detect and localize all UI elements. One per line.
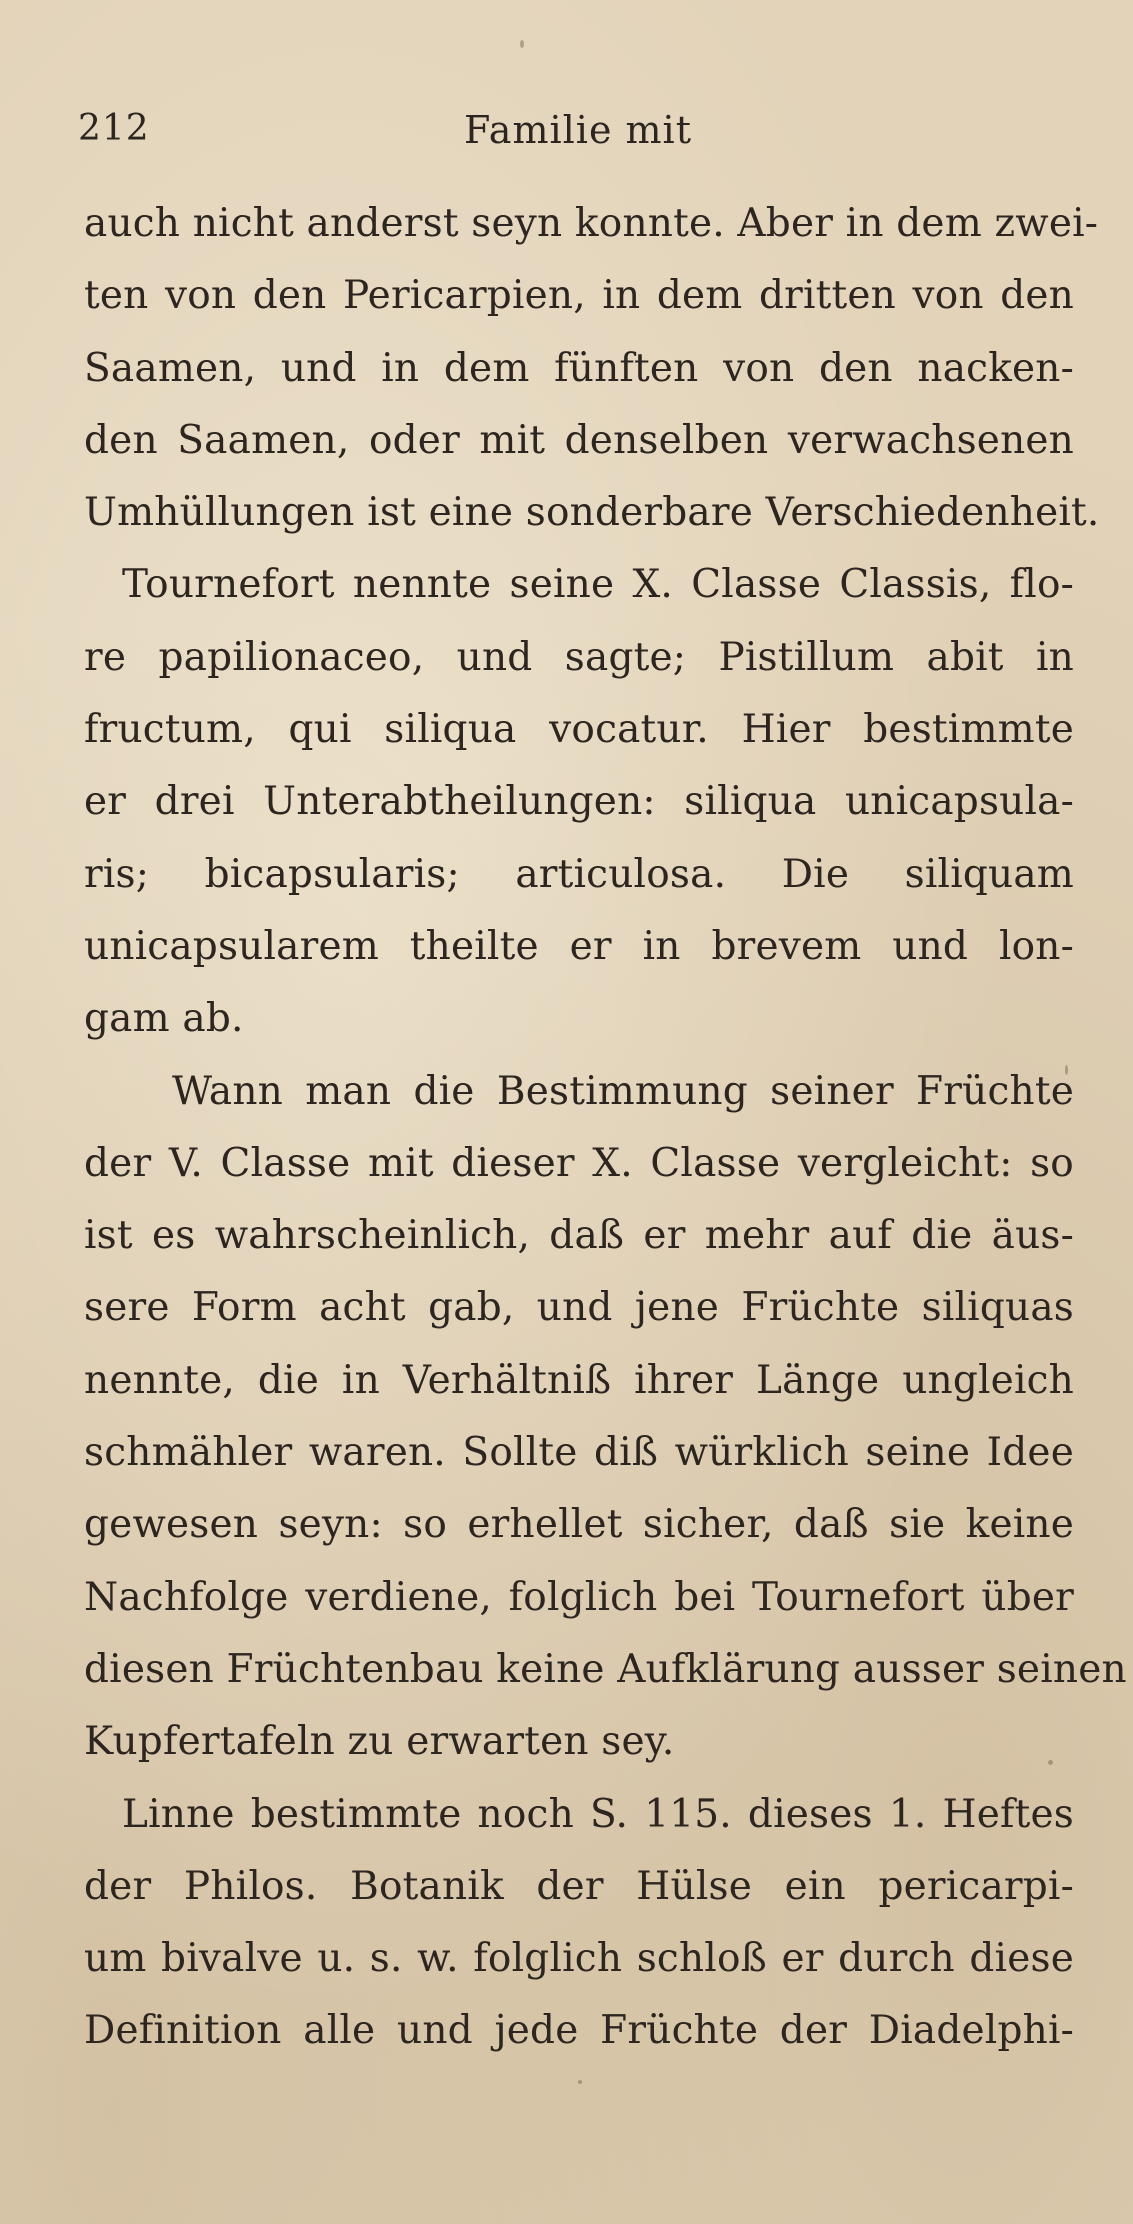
text-line: ris; bicapsularis; articulosa. Die siliquam [84,851,1074,897]
paper-speck [520,40,524,48]
text-line: schmähler waren. Sollte diß würklich seine Idee [84,1430,1074,1476]
text-line: Tournefort nennte seine X. Classe Classis, flo- [122,562,1074,608]
text-line: sere Form acht gab, und jene Früchte siliquas [84,1285,1074,1331]
text-line: der Philos. Botanik der Hülse ein pericarpi- [84,1863,1074,1909]
text-line: Nachfolge verdiene, folglich bei Tournefort über [84,1574,1074,1620]
page-header [78,108,1058,158]
text-line: ist es wahrscheinlich, daß er mehr auf die äus- [84,1213,1074,1259]
text-line: gewesen seyn: so erhellet sicher, daß sie keine [84,1502,1074,1548]
text-line: Linne bestimmte noch S. 115. dieses 1. Heftes [122,1791,1074,1837]
text-line: auch nicht anderst seyn konnte. Aber in dem zwei- [84,201,1099,246]
page-number: 212 [78,108,150,149]
text-line: gam ab. [84,996,244,1042]
text-line: Kupfertafeln zu erwarten sey. [84,1719,675,1765]
text-line: ten von den Pericarpien, in dem dritten von den [84,273,1074,319]
text-line: Umhüllungen ist eine sonderbare Verschiedenheit. [84,490,1100,536]
text-line: der V. Classe mit dieser X. Classe vergleicht: so [84,1140,1074,1186]
text-line: nennte, die in Verhältniß ihrer Länge ungleich [84,1357,1074,1403]
text-line: diesen Früchtenbau keine Aufklärung ausser seinen [84,1646,1127,1692]
text-line: re papilionaceo, und sagte; Pistillum abit in [84,634,1074,680]
paper-speck [1065,1065,1068,1075]
text-line: um bivalve u. s. w. folglich schloß er durch diese [84,1936,1074,1982]
text-line: Wann man die Bestimmung seiner Früchte [172,1068,1074,1114]
text-line: fructum, qui siliqua vocatur. Hier bestimmte [84,707,1074,753]
text-line: Saamen, und in dem fünften von den nacken- [84,345,1074,391]
text-line: er drei Unterabtheilungen: siliqua unicapsula- [84,779,1074,825]
paper-speck [578,2080,582,2084]
text-line: Definition alle und jede Früchte der Diadelphi- [84,2008,1074,2054]
text-line: den Saamen, oder mit denselben verwachsenen [84,417,1074,463]
body-text [84,188,1127,2068]
running-title: Familie mit [464,108,692,152]
paper-speck [1048,1760,1053,1765]
text-line: unicapsularem theilte er in brevem und lon- [84,923,1074,969]
